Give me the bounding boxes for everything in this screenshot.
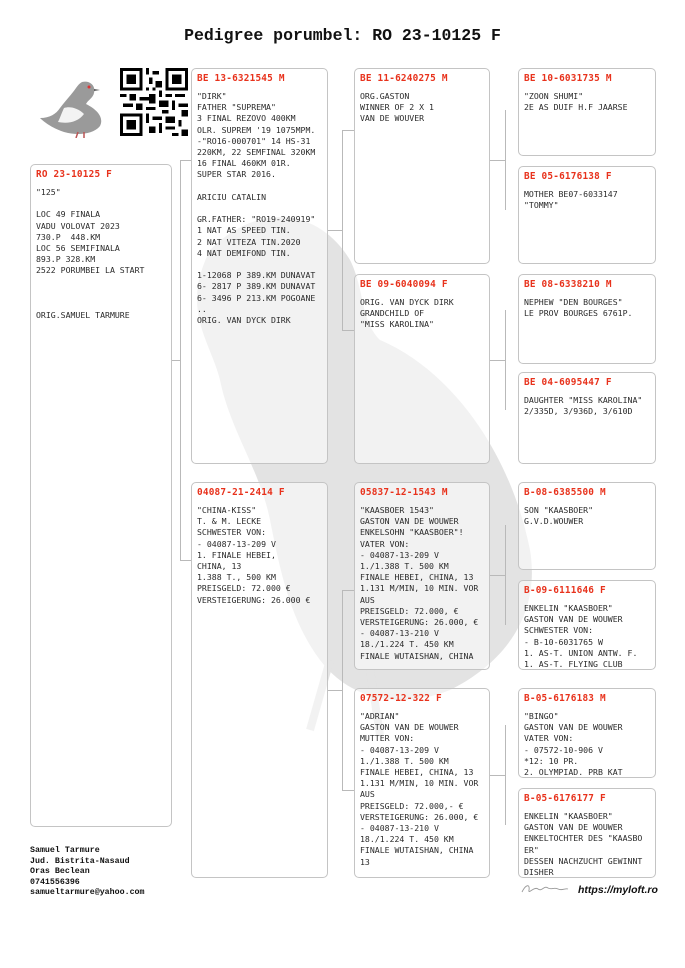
grandparent-details: ORIG. VAN DYCK DIRK GRANDCHILD OF "MISS KAROLINA" xyxy=(360,297,454,330)
subject-card[interactable] xyxy=(30,164,172,827)
connector-line xyxy=(342,130,354,131)
great-grandparent-details: "ZOON SHUMI" 2E AS DUIF H.F JAARSE xyxy=(524,91,628,113)
connector-line xyxy=(505,310,506,410)
mother-details: "CHINA-KISS" T. & M. LECKE SCHWESTER VON: - 04087-13-209 V 1. FINALE HEBEI, CHINA, 13 1.388 T., 500 KM PREISGELD: 72.000 € VERSTEIGERUNG: 26.000 € xyxy=(197,505,311,605)
connector-line xyxy=(180,160,181,560)
father-card[interactable] xyxy=(191,68,328,464)
connector-line xyxy=(342,790,354,791)
great-grandparent-card[interactable] xyxy=(518,788,656,878)
connector-line xyxy=(342,590,354,591)
great-grandparent-details: ENKELIN "KAASBOER" GASTON VAN DE WOUWER SCHWESTER VON: - B-10-6031765 W 1. AS-T. UNION ANTW. F. 1. AS-T. FLYING CLUB xyxy=(524,603,638,670)
grandparent-details: ORG.GASTON WINNER OF 2 X 1 VAN DE WOUVER xyxy=(360,91,434,124)
ring-number: BE 04-6095447 F xyxy=(524,377,612,388)
ring-number: BE 11-6240275 M xyxy=(360,73,448,84)
ring-number: BE 09-6040094 F xyxy=(360,279,448,290)
connector-line xyxy=(180,560,191,561)
connector-line xyxy=(505,110,506,210)
ring-number: BE 13-6321545 M xyxy=(197,73,285,84)
ring-number: B-05-6176177 F xyxy=(524,793,606,804)
father-details: "DIRK" FATHER "SUPREMA" 3 FINAL REZOVO 400KM OLR. SUPREM '19 1075MPM. -"RO16-000701" 14 HS-31 220KM, 22 SEMFINAL 320KM 16 FINAL 460KM 01R. SUPER STAR 2016. ARICIU CATALIN GR.FATHER: "RO19-240919" 1 NAT AS SPEED TIN. 2 NAT VITEZA TIN.2020 4 NAT DEMIFOND TIN. 1-12068 P 389.KM DUNAVAT 6- 2817 P 389.KM DUNAVAT 6- 3496 P 213.KM POGOANE .. ORIG. VAN DYCK DIRK xyxy=(197,91,316,326)
grandmother-paternal-card[interactable] xyxy=(354,274,490,464)
pigeon-photo xyxy=(38,78,108,138)
website-link[interactable]: https://myloft.ro xyxy=(578,884,658,896)
grandfather-maternal-card[interactable] xyxy=(354,482,490,670)
connector-line xyxy=(172,360,180,361)
great-grandparent-card[interactable] xyxy=(518,274,656,364)
great-grandparent-card[interactable] xyxy=(518,688,656,778)
great-grandparent-details: "BINGO" GASTON VAN DE WOUWER VATER VON: - 07572-10-906 V *12: 10 PR. 2. OLYMPIAD. PRB KAT xyxy=(524,711,623,778)
great-grandparent-card[interactable] xyxy=(518,68,656,156)
subject-details: "125" LOC 49 FINALA VADU VOLOVAT 2023 730.P 448.KM LOC 56 SEMIFINALA 893.P 328.KM 2522 PORUMBEI LA START ORIG.SAMUEL TARMURE xyxy=(36,187,145,321)
connector-line xyxy=(505,525,506,625)
great-grandparent-card[interactable] xyxy=(518,580,656,670)
great-grandparent-card[interactable] xyxy=(518,482,656,570)
grandmother-maternal-card[interactable] xyxy=(354,688,490,878)
grandparent-details: "ADRIAN" GASTON VAN DE WOUWER MUTTER VON: - 04087-13-209 V 1./1.388 T. 500 KM FINALE HEBEI, CHINA, 13 1.131 M/MIN, 10 MIN. VOR AUS PREISGELD: 72.000,- € VERSTEIGERUNG: 26.000, € - 04087-13-210 V 18./1.224 T. 450 KM FINALE WUTAISHAN, CHINA 13 xyxy=(360,711,479,867)
connector-line xyxy=(180,160,191,161)
ring-number: 07572-12-322 F xyxy=(360,693,442,704)
ring-number: BE 10-6031735 M xyxy=(524,73,612,84)
grandfather-paternal-card[interactable] xyxy=(354,68,490,264)
connector-line xyxy=(490,575,505,576)
connector-line xyxy=(342,590,343,790)
connector-line xyxy=(490,775,505,776)
connector-line xyxy=(342,330,354,331)
qr-code-icon[interactable] xyxy=(120,68,188,136)
ring-number: 05837-12-1543 M xyxy=(360,487,448,498)
connector-line xyxy=(490,360,505,361)
ring-number: B-05-6176183 M xyxy=(524,693,606,704)
great-grandparent-card[interactable] xyxy=(518,372,656,464)
connector-line xyxy=(342,130,343,330)
ring-number: BE 08-6338210 M xyxy=(524,279,612,290)
owner-contact: Samuel Tarmure Jud. Bistrita-Nasaud Oras Beclean 0741556396 samueltarmure@yahoo.com xyxy=(30,846,145,898)
great-grandparent-card[interactable] xyxy=(518,166,656,264)
page-title: Pedigree porumbel: RO 23-10125 F xyxy=(184,26,501,45)
great-grandparent-details: SON "KAASBOER" G.V.D.WOUWER xyxy=(524,505,594,527)
connector-line xyxy=(490,160,505,161)
ring-number: B-08-6385500 M xyxy=(524,487,606,498)
great-grandparent-details: MOTHER BE07-6033147 "TOMMY" xyxy=(524,189,618,211)
great-grandparent-details: NEPHEW "DEN BOURGES" LE PROV BOURGES 6761P. xyxy=(524,297,633,319)
connector-line xyxy=(328,690,342,691)
signature-icon xyxy=(520,882,570,896)
ring-number: BE 05-6176138 F xyxy=(524,171,612,182)
ring-number: RO 23-10125 F xyxy=(36,169,112,180)
mother-card[interactable] xyxy=(191,482,328,878)
great-grandparent-details: DAUGHTER "MISS KAROLINA" 2/335D, 3/936D, 3/610D xyxy=(524,395,643,417)
ring-number: B-09-6111646 F xyxy=(524,585,606,596)
grandparent-details: "KAASBOER 1543" GASTON VAN DE WOUWER ENKELSOHN "KAASBOER"! VATER VON: - 04087-13-209 V 1./1.388 T. 500 KM FINALE HEBEI, CHINA, 13 1.131 M/MIN, 10 MIN. VOR AUS PREISGELD: 72.000, € VERSTEIGERUNG: 26.000, € - 04087-13-210 V 18./1.224 T. 450 KM FINALE WUTAISHAN, CHINA xyxy=(360,505,479,661)
ring-number: 04087-21-2414 F xyxy=(197,487,285,498)
great-grandparent-details: ENKELIN "KAASBOER" GASTON VAN DE WOUWER ENKELTOCHTER DES "KAASBO ER" DESSEN NACHZUCHT GEWINNT DISHER xyxy=(524,811,643,878)
connector-line xyxy=(328,230,342,231)
connector-line xyxy=(505,725,506,825)
